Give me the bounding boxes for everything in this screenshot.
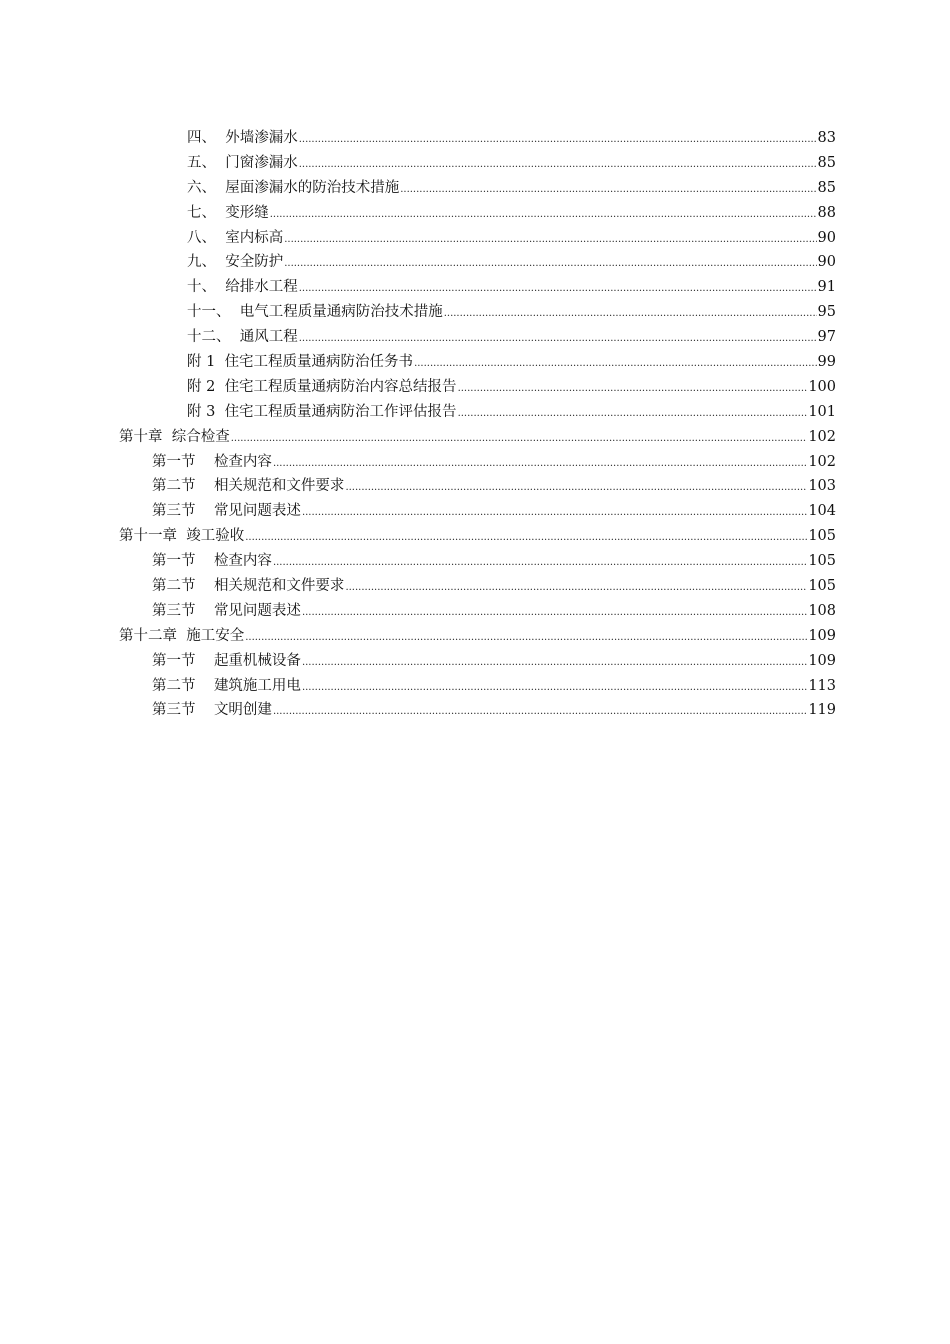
toc-entry-number: 第三节 xyxy=(152,702,214,719)
toc-entry-title: 竣工验收 xyxy=(186,528,245,545)
toc-dot-leader xyxy=(444,302,817,327)
toc-entry[interactable] xyxy=(0,524,950,549)
toc-dot-leader xyxy=(273,551,807,576)
toc-page-number: 90 xyxy=(817,254,836,271)
toc-entry-number: 附 3 xyxy=(187,403,225,420)
toc-entry-title: 施工安全 xyxy=(186,627,245,644)
toc-entry-number: 五、 xyxy=(187,154,226,171)
toc-page-number: 101 xyxy=(808,403,836,420)
toc-dot-leader xyxy=(245,526,807,551)
toc-entry-title: 安全防护 xyxy=(225,254,284,271)
toc-entry-number: 第三节 xyxy=(152,602,214,619)
toc-entry[interactable] xyxy=(0,425,950,450)
toc-entry-title: 起重机械设备 xyxy=(213,652,301,669)
toc-dot-leader xyxy=(270,203,817,228)
toc-page-number: 83 xyxy=(817,130,836,146)
toc-entry[interactable] xyxy=(0,574,950,599)
toc-page-number: 91 xyxy=(817,279,836,296)
toc-entry-number: 第一节 xyxy=(152,652,214,669)
toc-page-number: 85 xyxy=(817,154,836,171)
toc-entry[interactable] xyxy=(0,400,950,425)
toc-entry-number: 第十章 xyxy=(119,428,172,445)
toc-dot-leader xyxy=(273,700,807,725)
toc-entry[interactable] xyxy=(0,549,950,574)
table-of-contents xyxy=(0,126,950,723)
toc-entry[interactable] xyxy=(0,698,950,723)
toc-entry-title: 变形缝 xyxy=(225,204,269,221)
toc-entry[interactable] xyxy=(0,275,950,300)
toc-entry-title: 常见问题表述 xyxy=(213,602,301,619)
toc-entry-title: 检查内容 xyxy=(213,453,272,470)
toc-entry-title: 相关规范和文件要求 xyxy=(213,478,345,495)
toc-dot-leader xyxy=(302,601,807,626)
toc-entry-number: 八、 xyxy=(187,229,226,246)
toc-entry[interactable] xyxy=(0,350,950,375)
toc-entry-title: 室内标高 xyxy=(225,229,284,246)
toc-entry-title: 住宅工程质量通病防治内容总结报告 xyxy=(224,378,457,395)
toc-entry-number: 附 2 xyxy=(187,378,225,395)
toc-entry-number: 九、 xyxy=(187,254,226,271)
toc-dot-leader xyxy=(414,352,816,377)
toc-page-number: 109 xyxy=(808,652,836,669)
toc-page-number: 95 xyxy=(817,304,836,321)
toc-dot-leader xyxy=(458,377,808,402)
toc-entry-number: 第三节 xyxy=(152,503,214,520)
toc-dot-leader xyxy=(284,228,816,253)
toc-entry[interactable] xyxy=(0,375,950,400)
toc-page-number: 102 xyxy=(808,453,836,470)
toc-page-number: 113 xyxy=(808,677,836,694)
toc-entry-number: 六、 xyxy=(187,179,226,196)
toc-dot-leader xyxy=(299,277,817,302)
toc-entry-title: 建筑施工用电 xyxy=(213,677,301,694)
toc-page-number: 97 xyxy=(817,329,836,346)
toc-page-number: 119 xyxy=(808,702,836,719)
toc-entry[interactable] xyxy=(0,474,950,499)
toc-entry-title: 综合检查 xyxy=(171,428,230,445)
toc-page-number: 85 xyxy=(817,179,836,196)
toc-entry[interactable] xyxy=(0,450,950,475)
toc-page-number: 108 xyxy=(808,602,836,619)
toc-page-number: 99 xyxy=(817,354,836,371)
toc-entry-number: 第二节 xyxy=(152,478,214,495)
toc-entry-number: 第一节 xyxy=(152,553,214,570)
toc-entry[interactable] xyxy=(0,226,950,251)
toc-entry-number: 附 1 xyxy=(187,354,225,371)
toc-entry[interactable] xyxy=(0,599,950,624)
toc-page-number: 105 xyxy=(808,528,836,545)
toc-page-number: 103 xyxy=(808,478,836,495)
toc-entry-title: 相关规范和文件要求 xyxy=(213,578,345,595)
toc-entry-title: 检查内容 xyxy=(213,553,272,570)
toc-entry-number: 十一、 xyxy=(187,304,240,321)
toc-entry-number: 四、 xyxy=(187,130,226,146)
toc-entry[interactable] xyxy=(0,649,950,674)
toc-dot-leader xyxy=(245,626,807,651)
toc-entry-number: 第二节 xyxy=(152,578,214,595)
toc-entry[interactable] xyxy=(0,151,950,176)
toc-entry[interactable] xyxy=(0,325,950,350)
toc-entry[interactable] xyxy=(0,499,950,524)
toc-entry-number: 第一节 xyxy=(152,453,214,470)
toc-entry-title: 给排水工程 xyxy=(225,279,298,296)
toc-page-number: 105 xyxy=(808,553,836,570)
toc-dot-leader xyxy=(231,427,808,452)
toc-page-number: 90 xyxy=(817,229,836,246)
toc-entry-title: 外墙渗漏水 xyxy=(225,130,298,146)
toc-entry-title: 屋面渗漏水的防治技术措施 xyxy=(225,179,400,196)
toc-entry-number: 七、 xyxy=(187,204,226,221)
toc-entry[interactable] xyxy=(0,126,950,151)
toc-page-number: 88 xyxy=(817,204,836,221)
toc-dot-leader xyxy=(400,178,816,203)
toc-dot-leader xyxy=(273,452,807,477)
toc-entry[interactable] xyxy=(0,250,950,275)
toc-entry-title: 住宅工程质量通病防治任务书 xyxy=(224,354,414,371)
toc-page-number: 109 xyxy=(808,627,836,644)
toc-entry[interactable] xyxy=(0,176,950,201)
toc-dot-leader xyxy=(302,676,807,701)
toc-entry-number: 十二、 xyxy=(187,329,240,346)
toc-entry-title: 常见问题表述 xyxy=(213,503,301,520)
toc-dot-leader xyxy=(299,153,817,178)
toc-entry-title: 住宅工程质量通病防治工作评估报告 xyxy=(224,403,457,420)
toc-entry-title: 通风工程 xyxy=(239,329,298,346)
toc-dot-leader xyxy=(302,501,807,526)
toc-entry[interactable] xyxy=(0,201,950,226)
toc-dot-leader xyxy=(299,128,817,153)
toc-entry-number: 第十二章 xyxy=(119,627,187,644)
toc-entry-title: 门窗渗漏水 xyxy=(225,154,298,171)
toc-dot-leader xyxy=(302,651,807,676)
toc-entry[interactable] xyxy=(0,300,950,325)
toc-entry-number: 第二节 xyxy=(152,677,214,694)
toc-entry[interactable] xyxy=(0,624,950,649)
toc-entry-number: 第十一章 xyxy=(119,528,187,545)
toc-entry-number: 十、 xyxy=(187,279,226,296)
toc-dot-leader xyxy=(284,252,816,277)
toc-page-number: 105 xyxy=(808,578,836,595)
toc-dot-leader xyxy=(345,576,807,601)
toc-page-number: 104 xyxy=(808,503,836,520)
toc-dot-leader xyxy=(345,476,807,501)
toc-dot-leader xyxy=(299,327,817,352)
toc-dot-leader xyxy=(458,402,808,427)
toc-entry-title: 文明创建 xyxy=(213,702,272,719)
toc-entry-title: 电气工程质量通病防治技术措施 xyxy=(239,304,443,321)
toc-page-number: 102 xyxy=(808,428,836,445)
toc-page-number: 100 xyxy=(808,378,836,395)
toc-entry[interactable] xyxy=(0,674,950,699)
